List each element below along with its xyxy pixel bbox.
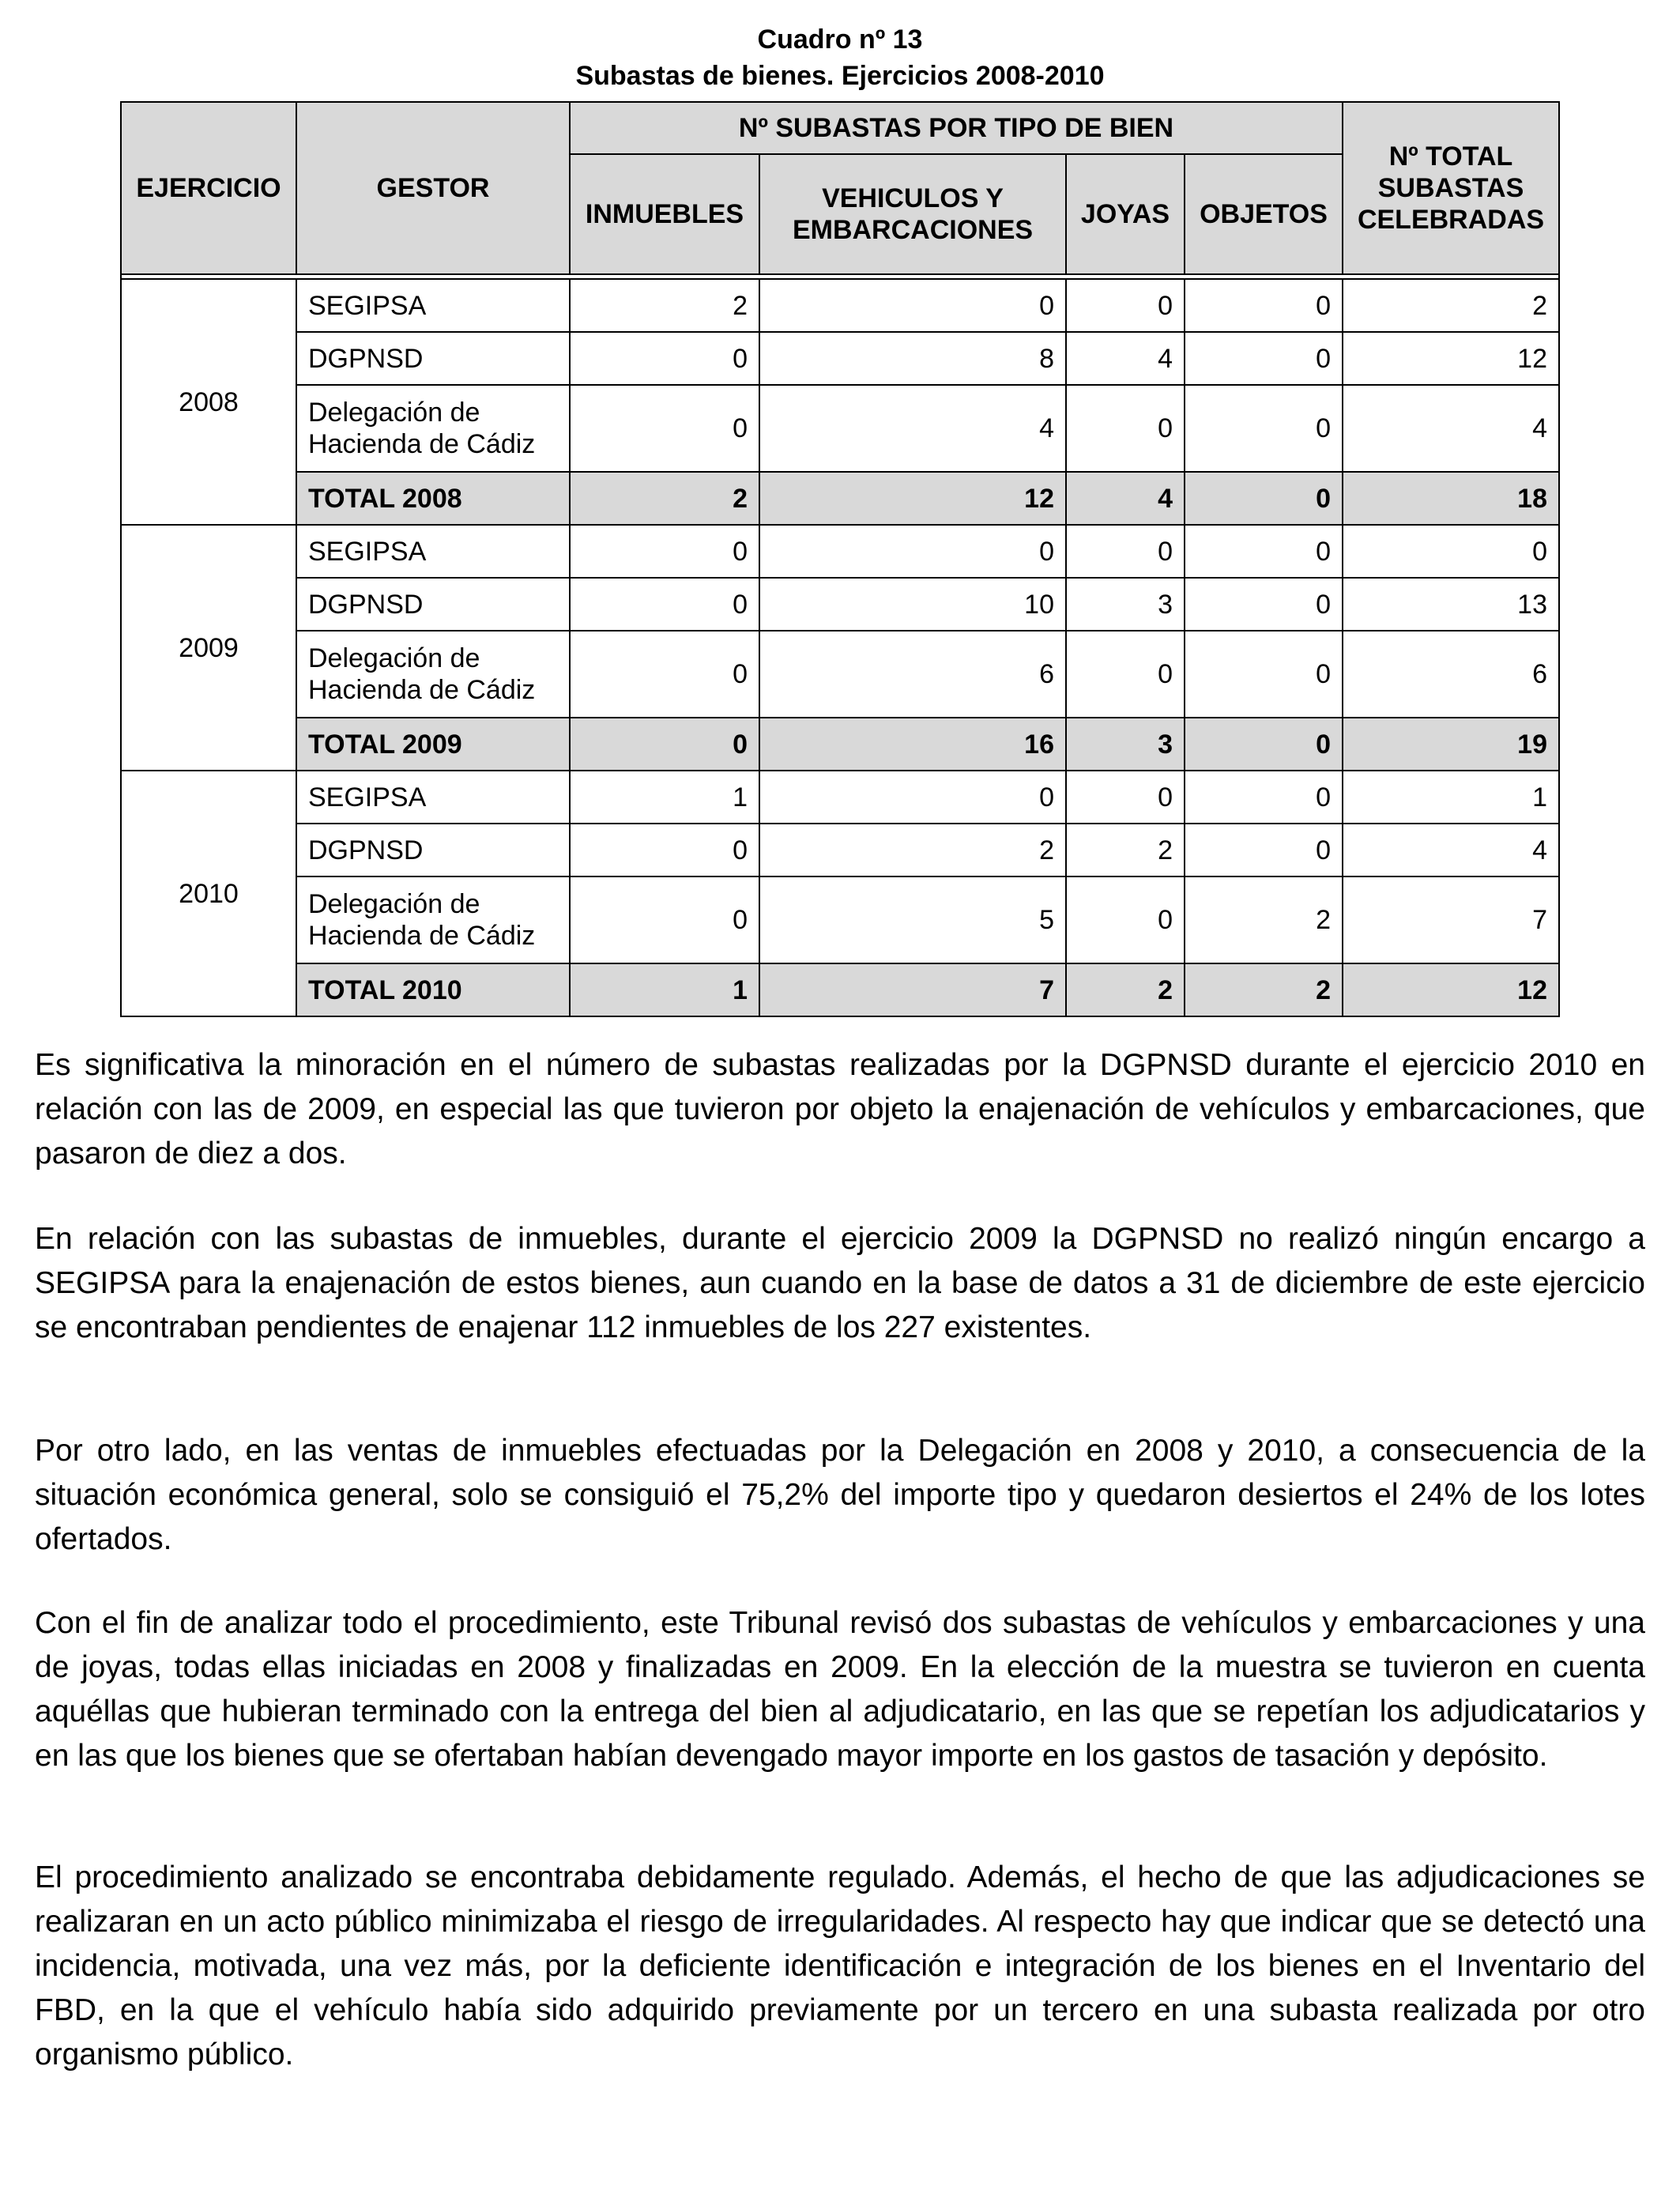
gestor-cell: Delegación de Hacienda de Cádiz xyxy=(296,631,570,718)
inmuebles-cell: 0 xyxy=(570,631,759,718)
year-cell: 2009 xyxy=(121,525,296,771)
objetos-cell: 0 xyxy=(1185,824,1343,876)
header-vehiculos: VEHICULOS Y EMBARCACIONES xyxy=(759,154,1066,274)
gestor-cell: TOTAL 2008 xyxy=(296,472,570,525)
year-cell: 2008 xyxy=(121,279,296,525)
table-row xyxy=(121,876,1559,963)
objetos-cell: 0 xyxy=(1185,578,1343,631)
table-row xyxy=(121,385,1559,472)
vehiculos-cell: 2 xyxy=(759,824,1066,876)
objetos-cell: 2 xyxy=(1185,963,1343,1016)
total-row xyxy=(121,472,1559,525)
total-cell: 19 xyxy=(1343,718,1559,771)
header-gestor: GESTOR xyxy=(296,102,570,274)
header-inmuebles: INMUEBLES xyxy=(570,154,759,274)
year-cell: 2010 xyxy=(121,771,296,1016)
joyas-cell: 2 xyxy=(1066,963,1185,1016)
inmuebles-cell: 0 xyxy=(570,824,759,876)
objetos-cell: 0 xyxy=(1185,332,1343,385)
gestor-cell: TOTAL 2010 xyxy=(296,963,570,1016)
vehiculos-cell: 10 xyxy=(759,578,1066,631)
auctions-table xyxy=(120,101,1560,1017)
inmuebles-cell: 1 xyxy=(570,771,759,824)
header-ejercicio: EJERCICIO xyxy=(121,102,296,274)
total-cell: 2 xyxy=(1343,279,1559,332)
inmuebles-cell: 0 xyxy=(570,332,759,385)
body-paragraph: Por otro lado, en las ventas de inmuebles efectuadas por la Delegación en 2008 y 2010, a consecuencia de la situación económica general, solo se consiguió el 75,2% del importe tipo y quedaron desiertos el 24% de los lotes ofertados. xyxy=(35,1434,1645,1556)
objetos-cell: 0 xyxy=(1185,525,1343,578)
total-cell: 13 xyxy=(1343,578,1559,631)
vehiculos-cell: 5 xyxy=(759,876,1066,963)
table-row xyxy=(121,771,1559,824)
inmuebles-cell: 0 xyxy=(570,718,759,771)
gestor-cell: SEGIPSA xyxy=(296,771,570,824)
objetos-cell: 0 xyxy=(1185,771,1343,824)
vehiculos-cell: 7 xyxy=(759,963,1066,1016)
gestor-cell: DGPNSD xyxy=(296,332,570,385)
gestor-cell: Delegación de Hacienda de Cádiz xyxy=(296,385,570,472)
header-group: Nº SUBASTAS POR TIPO DE BIEN xyxy=(570,102,1343,154)
body-paragraph: El procedimiento analizado se encontraba debidamente regulado. Además, el hecho de que las adjudicaciones se realizaran en un acto público minimizaba el riesgo de irregularidades. Al respecto hay que indicar que se detectó una incidencia, motivada, una vez más, por la deficiente identificación e integración de los bienes en el Inventario del FBD, en la que el vehículo había sido adquirido previamente por un tercero en una subasta realizada por otro organismo público. xyxy=(35,1860,1645,2071)
inmuebles-cell: 0 xyxy=(570,385,759,472)
vehiculos-cell: 6 xyxy=(759,631,1066,718)
gestor-cell: DGPNSD xyxy=(296,578,570,631)
objetos-cell: 0 xyxy=(1185,472,1343,525)
total-cell: 4 xyxy=(1343,385,1559,472)
joyas-cell: 0 xyxy=(1066,771,1185,824)
gestor-cell: DGPNSD xyxy=(296,824,570,876)
inmuebles-cell: 0 xyxy=(570,876,759,963)
objetos-cell: 0 xyxy=(1185,385,1343,472)
inmuebles-cell: 0 xyxy=(570,578,759,631)
joyas-cell: 4 xyxy=(1066,472,1185,525)
inmuebles-cell: 2 xyxy=(570,279,759,332)
body-paragraph: Con el fin de analizar todo el procedimiento, este Tribunal revisó dos subastas de vehículos y embarcaciones y una de joyas, todas ellas iniciadas en 2008 y finalizadas en 2009. En la elección de la muestra se tuvieron en cuenta aquéllas que hubieran terminado con la entrega del bien al adjudicatario, en las que se repetían los adjudicatarios y en las que los bienes que se ofertaban habían devengado mayor importe en los gastos de tasación y depósito. xyxy=(35,1606,1645,1773)
joyas-cell: 4 xyxy=(1066,332,1185,385)
joyas-cell: 2 xyxy=(1066,824,1185,876)
total-row xyxy=(121,718,1559,771)
vehiculos-cell: 12 xyxy=(759,472,1066,525)
table-caption-number: Cuadro nº 13 xyxy=(757,25,923,55)
header-objetos: OBJETOS xyxy=(1185,154,1343,274)
objetos-cell: 0 xyxy=(1185,631,1343,718)
objetos-cell: 0 xyxy=(1185,718,1343,771)
total-cell: 4 xyxy=(1343,824,1559,876)
inmuebles-cell: 0 xyxy=(570,525,759,578)
gestor-cell: TOTAL 2009 xyxy=(296,718,570,771)
total-cell: 12 xyxy=(1343,332,1559,385)
table-row xyxy=(121,578,1559,631)
table-row xyxy=(121,332,1559,385)
total-cell: 1 xyxy=(1343,771,1559,824)
vehiculos-cell: 8 xyxy=(759,332,1066,385)
joyas-cell: 3 xyxy=(1066,718,1185,771)
total-cell: 12 xyxy=(1343,963,1559,1016)
gestor-cell: SEGIPSA xyxy=(296,525,570,578)
gestor-cell: SEGIPSA xyxy=(296,279,570,332)
objetos-cell: 2 xyxy=(1185,876,1343,963)
total-cell: 6 xyxy=(1343,631,1559,718)
joyas-cell: 3 xyxy=(1066,578,1185,631)
vehiculos-cell: 4 xyxy=(759,385,1066,472)
table-row xyxy=(121,824,1559,876)
vehiculos-cell: 0 xyxy=(759,279,1066,332)
body-paragraph: En relación con las subastas de inmuebles, durante el ejercicio 2009 la DGPNSD no realizó ningún encargo a SEGIPSA para la enajenación de estos bienes, aun cuando en la base de datos a 31 de diciembre de este ejercicio se encontraban pendientes de enajenar 112 inmuebles de los 227 existentes. xyxy=(35,1222,1645,1344)
total-cell: 18 xyxy=(1343,472,1559,525)
inmuebles-cell: 2 xyxy=(570,472,759,525)
vehiculos-cell: 0 xyxy=(759,771,1066,824)
joyas-cell: 0 xyxy=(1066,525,1185,578)
joyas-cell: 0 xyxy=(1066,631,1185,718)
total-row xyxy=(121,963,1559,1016)
table-caption-title: Subastas de bienes. Ejercicios 2008-2010 xyxy=(575,61,1105,91)
joyas-cell: 0 xyxy=(1066,385,1185,472)
header-joyas: JOYAS xyxy=(1066,154,1185,274)
vehiculos-cell: 16 xyxy=(759,718,1066,771)
total-cell: 0 xyxy=(1343,525,1559,578)
joyas-cell: 0 xyxy=(1066,279,1185,332)
objetos-cell: 0 xyxy=(1185,279,1343,332)
total-cell: 7 xyxy=(1343,876,1559,963)
vehiculos-cell: 0 xyxy=(759,525,1066,578)
gestor-cell: Delegación de Hacienda de Cádiz xyxy=(296,876,570,963)
table-row xyxy=(121,279,1559,332)
body-paragraph: Es significativa la minoración en el número de subastas realizadas por la DGPNSD durante el ejercicio 2010 en relación con las de 2009, en especial las que tuvieron por objeto la enajenación de vehículos y embarcaciones, que pasaron de diez a dos. xyxy=(35,1048,1645,1171)
joyas-cell: 0 xyxy=(1066,876,1185,963)
table-row xyxy=(121,525,1559,578)
table-row xyxy=(121,631,1559,718)
header-total: Nº TOTAL SUBASTAS CELEBRADAS xyxy=(1343,102,1559,274)
inmuebles-cell: 1 xyxy=(570,963,759,1016)
